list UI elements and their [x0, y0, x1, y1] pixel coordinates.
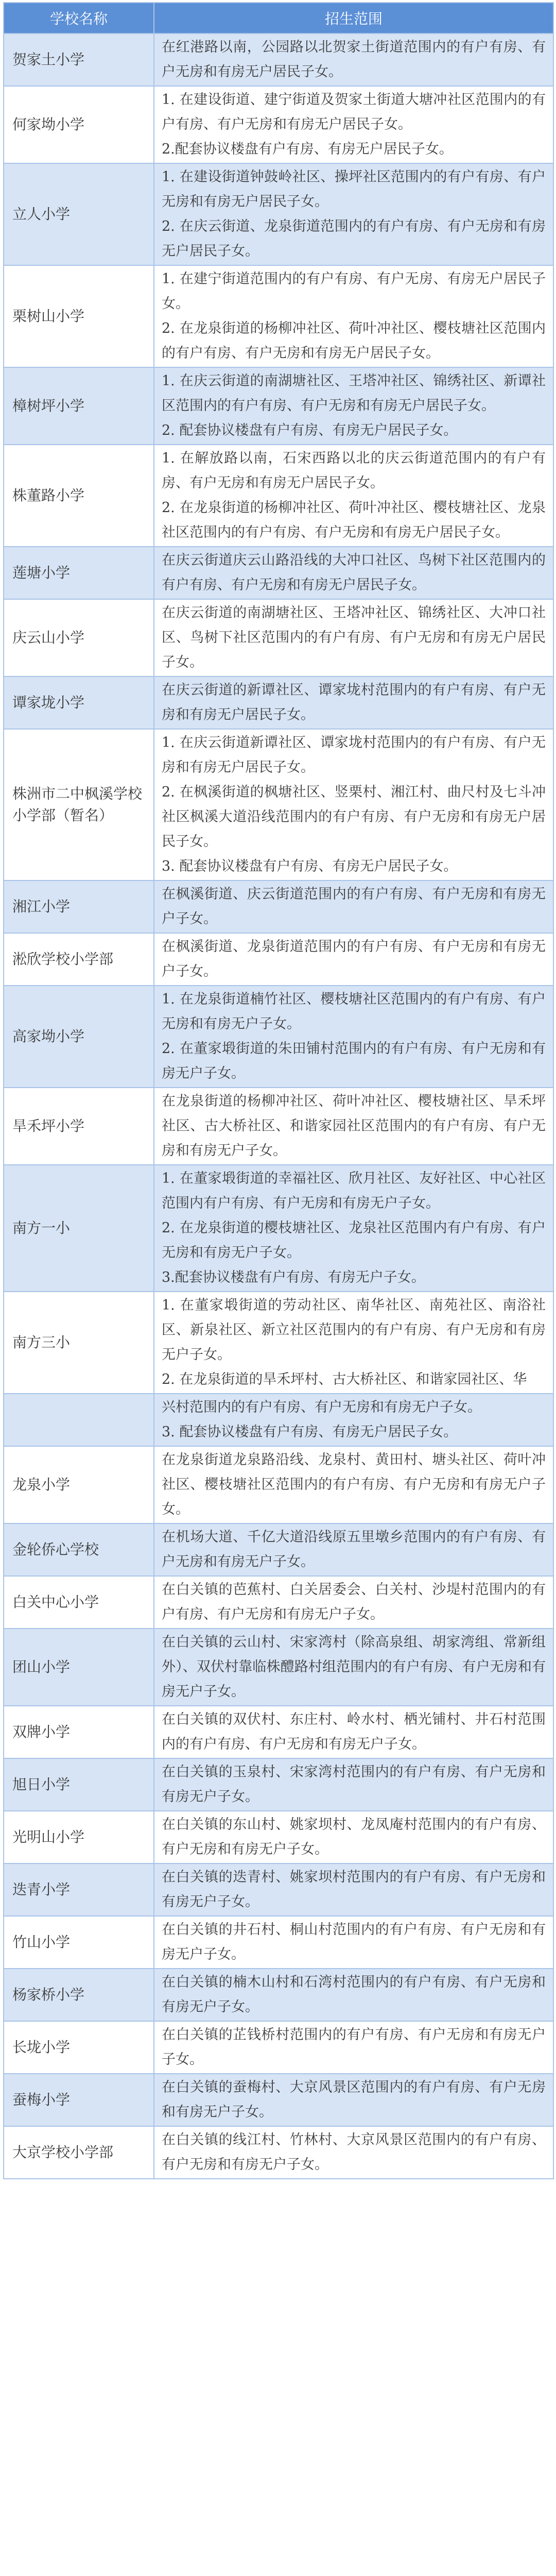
school-name-cell: 蚕梅小学 — [4, 2074, 154, 2126]
enrollment-scope-cell — [154, 2021, 553, 2074]
school-name-cell: 团山小学 — [4, 1629, 154, 1706]
table-body — [4, 33, 553, 2179]
enrollment-scope-cell — [154, 1292, 553, 1394]
table-row — [4, 1576, 553, 1629]
school-name-cell: 长垅小学 — [4, 2021, 154, 2074]
scope-paragraph: 3.配套协议楼盘有户有房、有房无户子女。 — [162, 1269, 425, 1285]
table-row — [4, 1523, 553, 1576]
school-name-cell: 樟树坪小学 — [4, 367, 154, 445]
enrollment-scope-cell — [154, 1629, 553, 1706]
enrollment-scope-cell — [154, 880, 553, 933]
table-row — [4, 1165, 553, 1292]
enrollment-scope-cell — [154, 1706, 553, 1758]
enrollment-scope-cell — [154, 1863, 553, 1916]
scope-paragraph: 1. 在董家塅街道的劳动社区、南华社区、南苑社区、南浴社区、新泉社区、新立社区范围内的有户有房、有户无房和有房无户子女。 — [162, 1297, 546, 1363]
scope-paragraph: 在白关镇的线江村、竹林村、大京风景区范围内的有户有房、有户无房和有房无户子女。 — [162, 2132, 546, 2173]
enrollment-scope-cell — [154, 986, 553, 1088]
school-name-cell: 光明山小学 — [4, 1811, 154, 1863]
school-name-cell: 竹山小学 — [4, 1916, 154, 1969]
school-name-cell: 庆云山小学 — [4, 599, 154, 676]
table-row — [4, 729, 553, 880]
school-name-cell: 株洲市二中枫溪学校小学部（暂名） — [4, 729, 154, 880]
school-name-cell: 大京学校小学部 — [4, 2126, 154, 2179]
scope-paragraph: 1. 在建设街道、建宁街道及贺家土街道大塘冲社区范围内的有户有房、有户无房和有房无户居民子女。 — [162, 92, 546, 132]
scope-paragraph: 在机场大道、千亿大道沿线原五里墩乡范围内的有户有房、有户无房和有房无户子女。 — [162, 1529, 546, 1570]
school-name-cell: 何家坳小学 — [4, 86, 154, 163]
scope-paragraph: 2. 在枫溪街道的枫塘社区、竖栗村、湘江村、曲尺村及七斗冲社区枫溪大道沿线范围内的有户有房、有户无房和有房无户居民子女。 — [162, 784, 546, 850]
school-name-cell: 金轮侨心学校 — [4, 1523, 154, 1576]
enrollment-scope-cell — [154, 933, 553, 986]
school-name-cell: 淞欣学校小学部 — [4, 933, 154, 986]
scope-paragraph: 在庆云街道庆云山路沿线的大冲口社区、鸟树下社区范围内的有户有房、有户无房和有房无户居民子女。 — [162, 552, 546, 593]
scope-paragraph: 2. 在龙泉街道的杨柳冲社区、荷叶冲社区、樱枝塘社区、龙泉社区范围内的有户有房、有户无房和有房无户居民子女。 — [162, 500, 546, 540]
scope-paragraph: 在龙泉街道龙泉路沿线、龙泉村、黄田村、塘头社区、荷叶冲社区、樱枝塘社区范围内的有户有房、有户无房和有房无户子女。 — [162, 1452, 546, 1517]
header-school-name: 学校名称 — [4, 3, 154, 33]
scope-paragraph: 2. 在龙泉街道的樱枝塘社区、龙泉社区范围内有户有房、有户无房和有房无户子女。 — [162, 1220, 546, 1261]
scope-paragraph: 在白关镇的玉泉村、宋家湾村范围内的有户有房、有户无房和有房无户子女。 — [162, 1764, 546, 1805]
scope-paragraph: 1. 在董家塅街道的幸福社区、欣月社区、友好社区、中心社区范围内有户有房、有户无房和有房无户子女。 — [162, 1171, 546, 1211]
scope-paragraph: 在红港路以南，公园路以北贺家土街道范围内的有户有房、有户无房和有房无户居民子女。 — [162, 39, 546, 80]
enrollment-scope-cell — [154, 2126, 553, 2179]
enrollment-scope-cell — [154, 1969, 553, 2021]
school-name-cell: 南方一小 — [4, 1165, 154, 1292]
enrollment-scope-cell — [154, 1394, 553, 1446]
table-row — [4, 1292, 553, 1394]
scope-paragraph: 2. 配套协议楼盘有户有房、有房无户居民子女。 — [162, 422, 458, 438]
table-row — [4, 1811, 553, 1863]
scope-paragraph: 在白关镇的东山村、姚家坝村、龙凤庵村范围内的有户有房、有户无房和有房无户子女。 — [162, 1817, 546, 1857]
enrollment-scope-cell — [154, 1916, 553, 1969]
scope-paragraph: 3. 配套协议楼盘有户有房、有房无户居民子女。 — [162, 1424, 458, 1440]
enrollment-scope-cell — [154, 1523, 553, 1576]
enrollment-scope-cell — [154, 367, 553, 445]
school-name-cell: 莲塘小学 — [4, 547, 154, 599]
school-name-cell: 立人小学 — [4, 163, 154, 265]
enrollment-scope-cell — [154, 1811, 553, 1863]
table-row — [4, 163, 553, 265]
school-name-cell: 白关中心小学 — [4, 1576, 154, 1629]
table-row — [4, 2074, 553, 2126]
table-row — [4, 547, 553, 599]
school-name-cell: 贺家土小学 — [4, 33, 154, 86]
school-name-cell: 龙泉小学 — [4, 1446, 154, 1523]
enrollment-scope-cell — [154, 2074, 553, 2126]
school-name-cell: 迭青小学 — [4, 1863, 154, 1916]
table-row — [4, 880, 553, 933]
table-row — [4, 2126, 553, 2179]
enrollment-scope-cell — [154, 729, 553, 880]
scope-paragraph: 1. 在解放路以南，石宋西路以北的庆云街道范围内的有户有房、有户无房和有房无户居民子女。 — [162, 450, 546, 491]
school-name-cell: 南方三小 — [4, 1292, 154, 1394]
table-row — [4, 1394, 553, 1446]
scope-paragraph: 在白关镇的芭蕉村、白关居委会、白关村、沙堤村范围内的有户有房、有户无房和有房无户子女。 — [162, 1582, 546, 1622]
table-row — [4, 1706, 553, 1758]
enrollment-scope-cell — [154, 1088, 553, 1165]
school-name-cell: 杨家桥小学 — [4, 1969, 154, 2021]
table-row — [4, 986, 553, 1088]
school-name-cell: 旱禾坪小学 — [4, 1088, 154, 1165]
school-name-cell: 旭日小学 — [4, 1758, 154, 1811]
enrollment-scope-cell — [154, 547, 553, 599]
enrollment-scope-cell — [154, 676, 553, 729]
scope-paragraph: 2.配套协议楼盘有户有房、有房无户居民子女。 — [162, 141, 453, 157]
table-row — [4, 1969, 553, 2021]
table-header-row — [4, 3, 553, 33]
table-row — [4, 86, 553, 163]
scope-paragraph: 在枫溪街道、庆云街道范围内的有户有房、有户无房和有房无户子女。 — [162, 886, 546, 927]
scope-paragraph: 在庆云街道的新谭社区、谭家垅村范围内的有户有房、有户无房和有房无户居民子女。 — [162, 682, 546, 723]
school-name-cell: 高家坳小学 — [4, 986, 154, 1088]
table-row — [4, 676, 553, 729]
table-row — [4, 265, 553, 367]
scope-paragraph: 在白关镇的云山村、宋家湾村（除高泉组、胡家湾组、常新组外）、双伏村靠临株醴路村组范围内的有户有房、有户无房和有房无户子女。 — [162, 1634, 546, 1700]
table-row — [4, 933, 553, 986]
scope-paragraph: 3. 配套协议楼盘有户有房、有房无户居民子女。 — [162, 858, 458, 874]
table-row — [4, 599, 553, 676]
scope-paragraph: 在龙泉街道的杨柳冲社区、荷叶冲社区、樱枝塘社区、旱禾坪社区、古大桥社区、和谐家园社区范围内的有户有房、有户无房和有房无户子女。 — [162, 1093, 546, 1159]
school-name-cell: 双牌小学 — [4, 1706, 154, 1758]
table-row — [4, 1758, 553, 1811]
scope-paragraph: 在白关镇的蚕梅村、大京风景区范围内的有户有房、有户无房和有房无户子女。 — [162, 2079, 546, 2120]
enrollment-scope-cell — [154, 1758, 553, 1811]
scope-paragraph: 2. 在龙泉街道的杨柳冲社区、荷叶冲社区、樱枝塘社区范围内的有户有房、有户无房和有房无户居民子女。 — [162, 320, 546, 361]
scope-paragraph: 1. 在庆云街道新谭社区、谭家垅村范围内的有户有房、有户无房和有房无户居民子女。 — [162, 735, 546, 775]
scope-paragraph: 在枫溪街道、龙泉街道范围内的有户有房、有户无房和有房无户子女。 — [162, 939, 546, 979]
enrollment-scope-cell — [154, 265, 553, 367]
enrollment-scope-cell — [154, 1576, 553, 1629]
scope-paragraph: 2. 在庆云街道、龙泉街道范围内的有户有房、有户无房和有房无户居民子女。 — [162, 218, 546, 259]
enrollment-scope-cell — [154, 33, 553, 86]
enrollment-scope-cell — [154, 1165, 553, 1292]
table-row — [4, 1916, 553, 1969]
scope-paragraph: 1. 在龙泉街道楠竹社区、樱枝塘社区范围内的有户有房、有户无房和有房无户子女。 — [162, 991, 546, 1032]
table-row — [4, 1088, 553, 1165]
table-row — [4, 1446, 553, 1523]
table-row — [4, 367, 553, 445]
table-row — [4, 1629, 553, 1706]
scope-paragraph: 2. 在董家塅街道的朱田铺村范围内的有户有房、有户无房和有房无户子女。 — [162, 1041, 546, 1081]
enrollment-scope-cell — [154, 1446, 553, 1523]
scope-paragraph: 1. 在庆云街道的南湖塘社区、王塔冲社区、锦绣社区、新谭社区范围内的有户有房、有户无房和有房无户居民子女。 — [162, 373, 546, 414]
table-row — [4, 445, 553, 547]
enrollment-scope-cell — [154, 163, 553, 265]
enrollment-scope-cell — [154, 445, 553, 547]
table-row — [4, 2021, 553, 2074]
enrollment-scope-cell — [154, 86, 553, 163]
scope-paragraph: 在白关镇的迭青村、姚家坝村范围内的有户有房、有户无房和有房无户子女。 — [162, 1869, 546, 1910]
scope-paragraph: 1. 在建设街道钟鼓岭社区、操坪社区范围内的有户有房、有户无房和有房无户居民子女。 — [162, 169, 546, 210]
enrollment-scope-cell — [154, 599, 553, 676]
school-name-cell: 栗树山小学 — [4, 265, 154, 367]
school-name-cell: 株董路小学 — [4, 445, 154, 547]
enrollment-table — [3, 2, 554, 2179]
scope-paragraph: 在白关镇的井石村、桐山村范围内的有户有房、有户无房和有房无户子女。 — [162, 1922, 546, 1962]
scope-paragraph: 在庆云街道的南湖塘社区、王塔冲社区、锦绣社区、大冲口社区、鸟树下社区范围内的有户有房、有户无房和有房无户居民子女。 — [162, 605, 546, 670]
scope-paragraph: 2. 在龙泉街道的旱禾坪村、古大桥社区、和谐家园社区、华 — [162, 1371, 527, 1387]
table-row — [4, 1863, 553, 1916]
scope-paragraph: 1. 在建宁街道范围内的有户有房、有户无房、有房无户居民子女。 — [162, 271, 546, 312]
school-name-cell — [4, 1394, 154, 1446]
scope-paragraph: 在白关镇的楠木山村和石湾村范围内的有户有房、有户无房和有房无户子女。 — [162, 1974, 546, 2015]
scope-paragraph: 在白关镇的芷钱桥村范围内的有户有房、有户无房和有房无户子女。 — [162, 2027, 546, 2067]
scope-paragraph: 兴村范围内的有户有房、有户无房和有房无户子女。 — [162, 1399, 481, 1415]
scope-paragraph: 在白关镇的双伏村、东庄村、岭水村、栖光铺村、井石村范围内的有户有房、有户无房和有房无户子女。 — [162, 1711, 546, 1752]
school-name-cell: 谭家垅小学 — [4, 676, 154, 729]
header-enrollment-scope: 招生范围 — [154, 3, 553, 33]
school-name-cell: 湘江小学 — [4, 880, 154, 933]
table-row — [4, 33, 553, 86]
